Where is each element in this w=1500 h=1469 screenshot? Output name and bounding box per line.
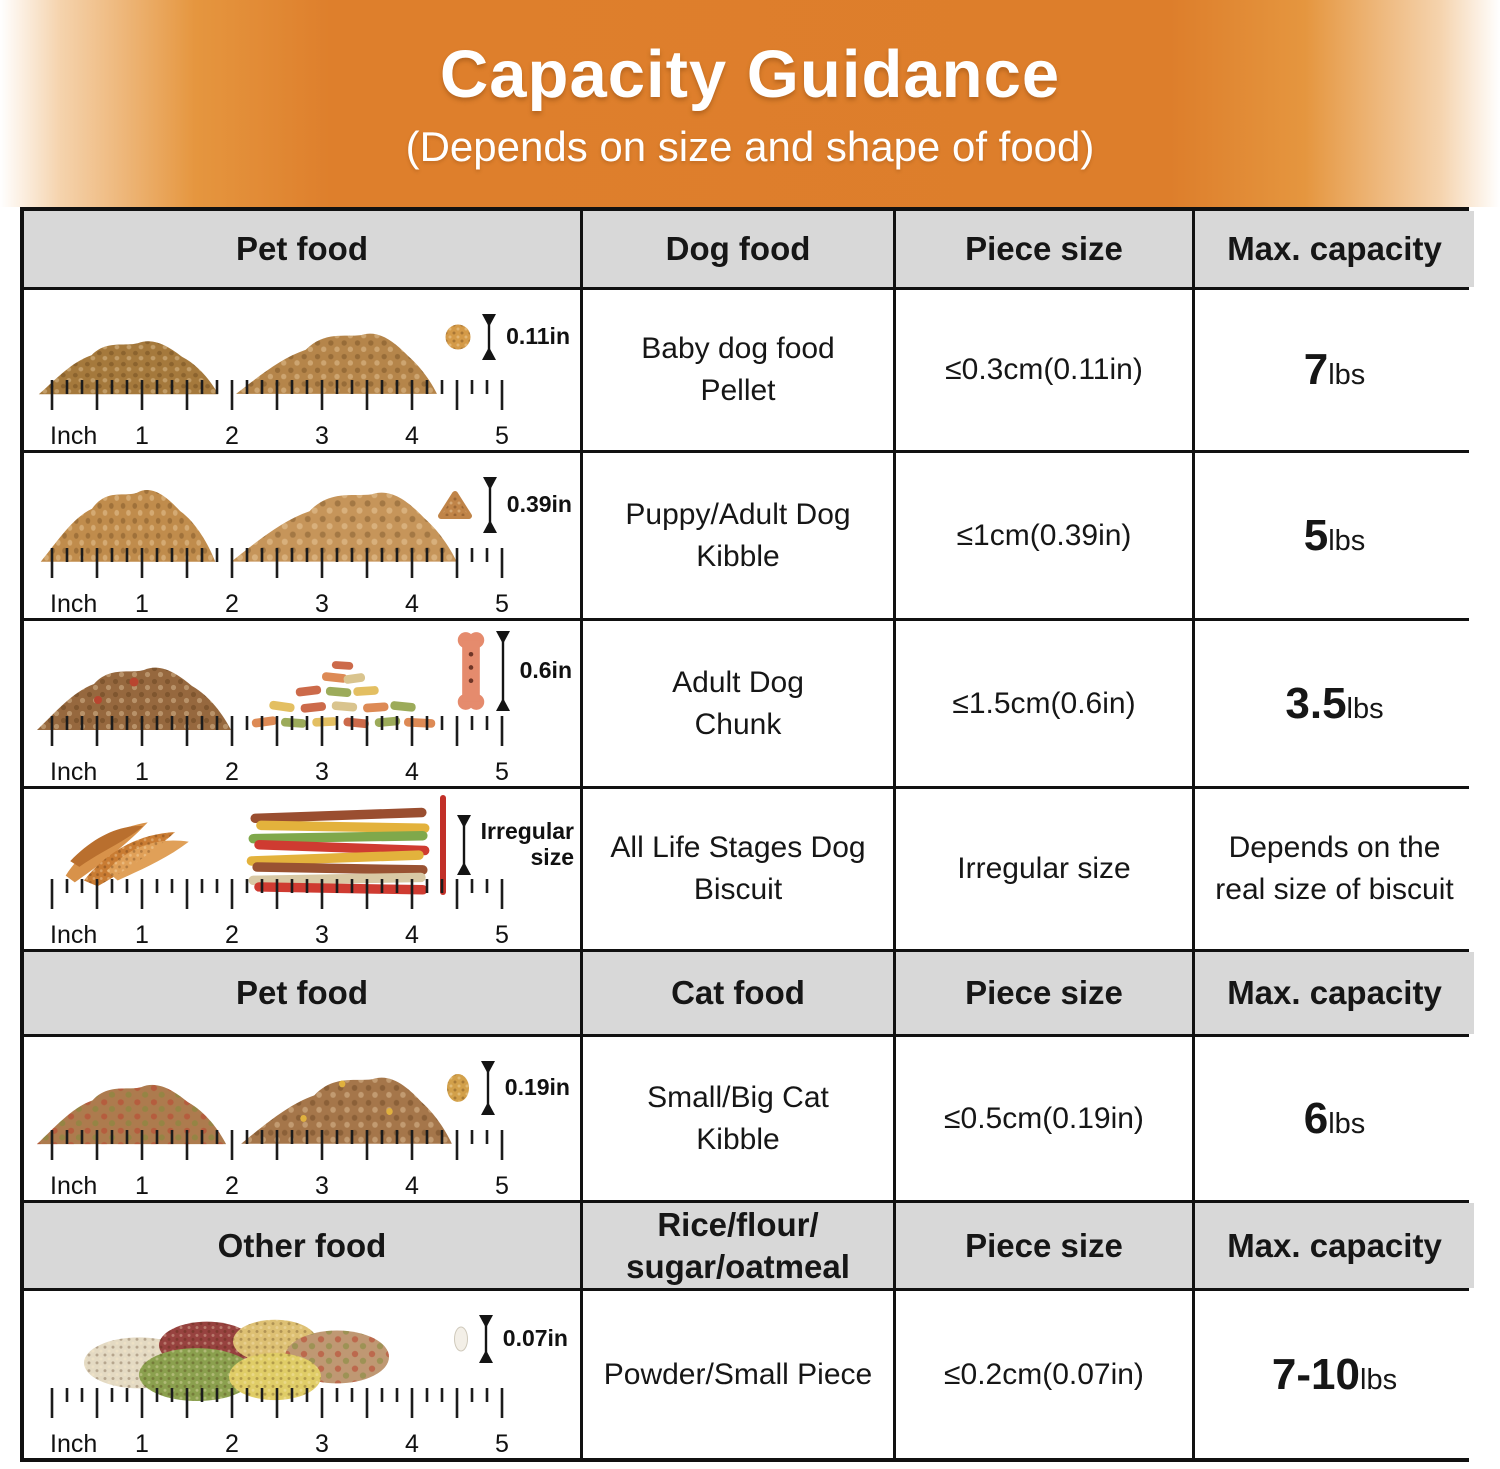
max-capacity-value: 3.5 lbs [1195, 621, 1474, 786]
header-pet-food-2: Pet food [24, 952, 580, 1034]
ruler-numbers: Inch 1 2 3 4 5 [50, 419, 508, 446]
pellet-piece-icon [444, 323, 472, 351]
single-piece-with-dimension [456, 629, 572, 713]
dimension-marker-icon [479, 314, 499, 360]
table-row-photo [24, 621, 580, 786]
ruler-unit-label: Inch [50, 422, 98, 450]
header-piece-size-1: Piece size [896, 211, 1192, 287]
page-title: Capacity Guidance [439, 37, 1061, 112]
single-piece-with-dimension [445, 1061, 570, 1115]
header-max-capacity-1: Max. capacity [1195, 211, 1474, 287]
ruler-numbers: Inch 1 2 3 4 5 [50, 1430, 509, 1458]
ruler [50, 879, 509, 949]
ruler-numbers: Inch 1 2 3 4 5 [50, 921, 509, 949]
ruler [50, 380, 509, 450]
piece-size-value: Irregular size [896, 789, 1192, 949]
header-piece-size-2: Piece size [896, 952, 1192, 1034]
header-cat-food: Cat food [583, 952, 893, 1034]
measure-label: 0.07in [502, 1325, 568, 1352]
dimension-marker-icon [480, 477, 500, 533]
ruler-numbers: Inch 1 2 3 4 5 [50, 590, 509, 618]
piece-size-value: ≤1cm(0.39in) [896, 453, 1192, 618]
page-subtitle: (Depends on size and shape of food) [405, 123, 1095, 170]
ruler-ticks-icon [50, 1130, 508, 1162]
grains-beans-photo [24, 1291, 580, 1458]
cat-kibble-piece-icon [445, 1072, 471, 1104]
dimension-marker-icon [454, 815, 474, 875]
piece-size-value: ≤1.5cm(0.6in) [896, 621, 1192, 786]
baby-dog-pellet-photo [24, 290, 580, 450]
header-max-capacity-3: Max. capacity [1195, 1203, 1474, 1288]
piece-size-value: ≤0.3cm(0.11in) [896, 290, 1192, 450]
measure-label: 0.19in [504, 1074, 570, 1101]
dog-biscuit-photo [24, 789, 580, 949]
table-row-photo [24, 789, 580, 949]
banner [0, 0, 1500, 207]
ruler [50, 1130, 509, 1200]
ruler-numbers: Inch 1 2 3 4 5 [50, 758, 509, 786]
max-capacity-value: 5 lbs [1195, 453, 1474, 618]
piece-size-value: ≤0.2cm(0.07in) [896, 1291, 1192, 1458]
dimension-marker-icon [478, 1061, 498, 1115]
ruler [50, 716, 509, 786]
food-name: Powder/Small Piece [583, 1291, 893, 1458]
capacity-table [20, 207, 1469, 1462]
header-pet-food-1: Pet food [24, 211, 580, 287]
header-rice-flour: Rice/flour/ sugar/oatmeal [583, 1203, 893, 1288]
table-row-photo [24, 1037, 580, 1200]
measure-label: 0.11in [506, 323, 570, 350]
food-name: Baby dog food Pellet [583, 290, 893, 450]
single-piece-with-dimension [453, 1315, 568, 1363]
max-capacity-value: 7 lbs [1195, 290, 1474, 450]
food-name: Puppy/Adult Dog Kibble [583, 453, 893, 618]
measure-label: Irregular size [480, 818, 574, 870]
ruler-ticks-icon [50, 548, 508, 580]
dimension-marker-icon [493, 631, 513, 711]
food-name: All Life Stages Dog Biscuit [583, 789, 893, 949]
cat-kibble-photo [24, 1037, 580, 1200]
ruler-ticks-icon [50, 1388, 508, 1420]
single-piece-with-dimension [444, 314, 570, 360]
puppy-adult-kibble-photo [24, 453, 580, 618]
header-max-capacity-2: Max. capacity [1195, 952, 1474, 1034]
food-name: Small/Big Cat Kibble [583, 1037, 893, 1200]
max-capacity-value: 6 lbs [1195, 1037, 1474, 1200]
dimension-marker-icon [476, 1315, 496, 1363]
food-name: Adult Dog Chunk [583, 621, 893, 786]
header-dog-food: Dog food [583, 211, 893, 287]
single-piece-with-dimension [437, 477, 572, 533]
bone-piece-icon [456, 629, 486, 713]
grain-piece-icon [453, 1326, 469, 1352]
table-row-photo [24, 290, 580, 450]
header-other-food: Other food [24, 1203, 580, 1288]
piece-size-value: ≤0.5cm(0.19in) [896, 1037, 1192, 1200]
ruler-numbers: Inch 1 2 3 4 5 [50, 1172, 509, 1200]
kibble-piece-icon [437, 489, 473, 521]
ruler-ticks-icon [50, 879, 508, 911]
table-row-photo [24, 453, 580, 618]
measure-label: 0.39in [506, 491, 572, 518]
ruler [50, 1388, 509, 1458]
measure-label: 0.6in [519, 657, 572, 684]
ruler-ticks-icon [50, 380, 508, 412]
adult-dog-chunk-photo [24, 621, 580, 786]
header-piece-size-3: Piece size [896, 1203, 1192, 1288]
ruler-ticks-icon [50, 716, 508, 748]
max-capacity-value: Depends on the real size of biscuit [1195, 789, 1474, 949]
max-capacity-value: 7-10 lbs [1195, 1291, 1474, 1458]
table-row-photo [24, 1291, 580, 1458]
ruler [50, 548, 509, 618]
